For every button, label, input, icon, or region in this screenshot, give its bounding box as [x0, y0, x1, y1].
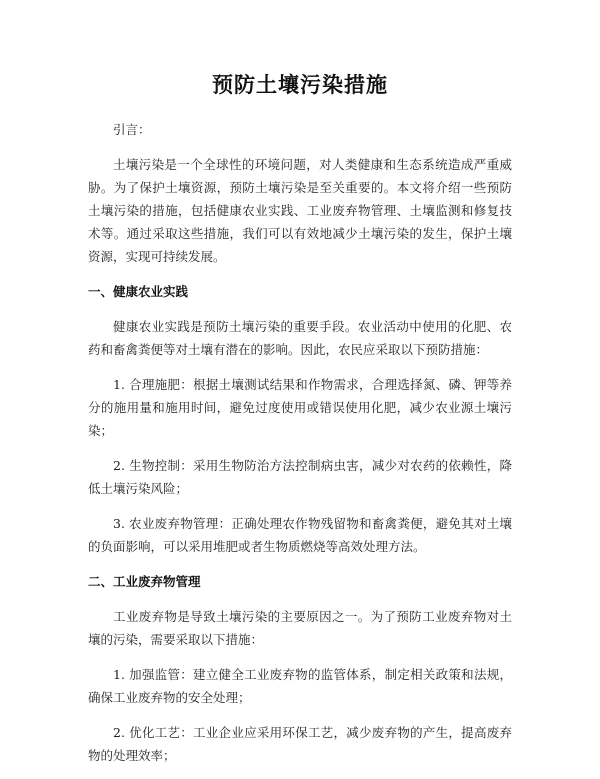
section-intro: 工业废弃物是导致土壤污染的主要原因之一。为了预防工业废弃物对土壤的污染，需要采取以下措施： [88, 609, 512, 647]
section-heading: 二、工业废弃物管理 [88, 574, 201, 589]
document-title: 预防土壤污染措施 [212, 73, 388, 97]
section-heading: 一、健康农业实践 [88, 284, 189, 299]
section-intro: 健康农业实践是预防土壤污染的重要手段。农业活动中使用的化肥、农药和畜禽粪便等对土壤有潜在的影响。因此，农民应采取以下预防措施： [88, 319, 512, 357]
section-industrial-waste [88, 570, 512, 767]
list-item: 1. 合理施肥：根据土壤测试结果和作物需求，合理选择氮、磷、钾等养分的施用量和施用时间，避免过度使用或错误使用化肥，减少农业源土壤污染； [88, 377, 512, 438]
document-body [88, 118, 512, 779]
list-item: 3. 农业废弃物管理：正确处理农作物残留物和畜禽粪便，避免其对土壤的负面影响，可以采用堆肥或者生物质燃烧等高效处理方法。 [88, 516, 512, 554]
list-item: 1. 加强监管：建立健全工业废弃物的监管体系，制定相关政策和法规，确保工业废弃物的安全处理； [88, 667, 512, 705]
list-item: 2. 生物控制：采用生物防治方法控制病虫害，减少对农药的依赖性，降低土壤污染风险； [88, 458, 512, 496]
intro-paragraph: 土壤污染是一个全球性的环境问题，对人类健康和生态系统造成严重威胁。为了保护土壤资源，预防土壤污染是至关重要的。本文将介绍一些预防土壤污染的措施，包括健康农业实践、工业废弃物管理、土壤监测和修复技术等。通过采取这些措施，我们可以有效地减少土壤污染的发生，保护土壤资源，实现可持续发展。 [88, 157, 512, 264]
intro-label: 引言： [113, 122, 151, 137]
list-item: 2. 优化工艺：工业企业应采用环保工艺，减少废弃物的产生，提高废弃物的处理效率； [88, 725, 512, 763]
section-healthy-agriculture [88, 280, 512, 558]
